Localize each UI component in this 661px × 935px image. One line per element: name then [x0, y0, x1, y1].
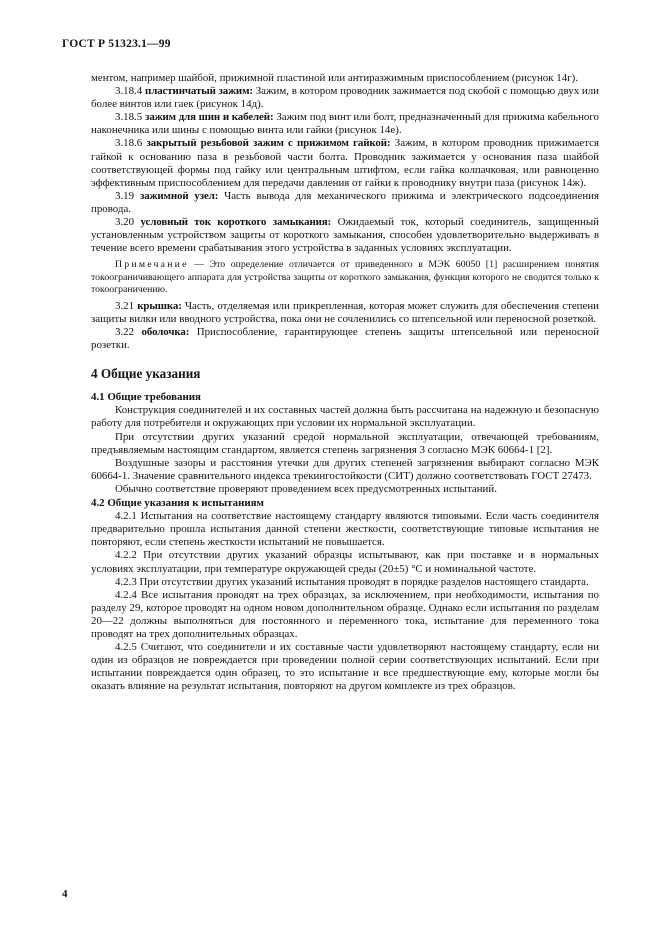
section-4-heading: 4 Общие указания [91, 366, 201, 382]
paragraph-4-1-a: Конструкция соединителей и их составных частей должна быть рассчитана на надежную и безопасную работу для потребителя и окружающих при условии их нормальной эксплуатации. [91, 404, 599, 430]
clause-text: Ожидаемый ток, который соединитель, защищенный установленным устройством защиты от короткого замыкания, способен удовлетворительно выдерживать в течение всего времени срабатывания этого устройства в заданных условиях эксплуатации. [91, 216, 599, 255]
paragraph-4-1-b: При отсутствии других указаний средой нормальной эксплуатации, отвечающей требованиям, предъявляемым настоящим стандартом, является степень загрязнения 3 согласно МЭК 60664-1 [2]. [91, 430, 599, 456]
clause-term: оболочка: [141, 326, 190, 339]
clause-4-2-2: 4.2.2 При отсутствии других указаний образцы испытывают, как при поставке и в нормальных условиях эксплуатации, при температуре окружающей среды (20±5) °С и номинальной частоте. [91, 549, 599, 575]
clause-text: Часть вывода для механического прижима и электрического подсоединения провода. [91, 189, 599, 215]
paragraph-continuation: ментом, например шайбой, прижимной пластиной или антиразжимным приспособлением (рисунок 14г). [91, 72, 578, 84]
note-label: Примечание [115, 259, 189, 271]
subsection-4-2-heading: 4.2 Общие указания к испытаниям [91, 497, 264, 510]
clause-term: крышка: [137, 299, 182, 312]
clause-number: 3.19 [115, 189, 135, 202]
subsection-4-1-heading: 4.1 Общие требования [91, 391, 201, 404]
clause-text: Часть, отделяемая или прикрепленная, которая может служить для обеспечения степени защиты вилки или вводного устройства, пока они не сочленились со штепсельной или переносной розеткой. [91, 299, 599, 326]
clause-3-22 [91, 326, 599, 352]
clause-3-21 [91, 300, 599, 326]
document-body [91, 72, 599, 693]
clause-term: зажим для шин и кабелей: [145, 111, 274, 124]
paragraph-4-1-c: Воздушные зазоры и расстояния утечки для других степеней загрязнения выбирают согласно МЭК 60664-1. Значение сравнительного индекса трекингостойкости (СИТ) должно соответствовать ГОСТ 27473. [91, 456, 599, 482]
clause-3-19 [91, 190, 599, 216]
clause-number: 3.18.4 [115, 85, 143, 98]
clause-4-2-3: 4.2.3 При отсутствии других указаний испытания проводят в порядке разделов настоящего стандарта. [115, 575, 589, 588]
note [91, 259, 599, 296]
paragraph-4-1-d: Обычно соответствие проверяют проведением всех предусмотренных испытаний. [115, 482, 497, 495]
clause-4-2-5: 4.2.5 Считают, что соединители и их составные части удовлетворяют настоящему стандарту, если ни один из образцов не повреждается при проведении полной серии соответствующих испытаний. Если при испытании повреждается один образец, то это испытание и все предшествующие ему, которые могли бы оказать влияние на результат испытания, повторяют на другом комплекте из трех образцов. [91, 641, 599, 693]
clause-text: Зажим, в котором проводник прижимается гайкой к основанию паза в резьбовой части болта. Проводник зажимается у основания паза шайбой соответствующей формы под гайку или центральным штифтом, если гайка колпачковая, или равноценно эффективным приспособлением для передачи давления от гайки к проводнику внутри паза (рисунок 14ж). [91, 137, 599, 189]
clause-4-2-1: 4.2.1 Испытания на соответствие настоящему стандарту являются типовыми. Если часть соединителя предварительно прошла испытания данной степени жесткости, соответствующие типовые испытания не повторяют, если степень жесткости испытаний не повышается. [91, 510, 599, 549]
clause-number: 3.18.5 [115, 111, 143, 124]
clause-3-20 [91, 216, 599, 255]
clause-3-18-5 [91, 111, 599, 137]
clause-number: 3.21 [115, 299, 135, 312]
clause-term: зажимной узел: [139, 189, 219, 202]
clause-number: 3.18.6 [115, 137, 143, 150]
standard-header: ГОСТ Р 51323.1—99 [62, 38, 171, 50]
note-text: — Это определение отличается от приведенного в МЭК 60050 [1] расширением понятия токоограничивающего аппарата для устройства защиты от короткого замыкания, функция которого не сводится только к токоограничению. [91, 259, 599, 295]
clause-term: закрытый резьбовой зажим с прижимом гайкой: [146, 137, 391, 150]
page-number: 4 [62, 888, 68, 900]
clause-text: Зажим, в котором проводник зажимается под скобой с помощью двух или более винтов или гаек (рисунок 14д). [91, 85, 600, 111]
clause-4-2-4: 4.2.4 Все испытания проводят на трех образцах, за исключением, при необходимости, испытания по разделу 29, которое проводят на одном новом дополнительном образце. Однако если испытания по разделам 20—22 должны выполняться для постоянного и переменного тока, испытание для переменного тока проводят на трех дополнительных образцах. [91, 588, 599, 640]
clause-number: 3.20 [115, 216, 135, 229]
clause-3-18-4 [91, 85, 599, 111]
clause-text: Приспособление, гарантирующее степень защиты штепсельной или переносной розетки. [91, 326, 599, 352]
clause-text: Зажим под винт или болт, предназначенный для прижима кабельного наконечника или шины с помощью винта или гайки (рисунок 14е). [91, 111, 600, 137]
clause-term: условный ток короткого замыкания: [140, 216, 332, 229]
clause-term: пластинчатый зажим: [145, 85, 253, 98]
clause-number: 3.22 [115, 326, 135, 339]
clause-3-18-6 [91, 137, 599, 189]
